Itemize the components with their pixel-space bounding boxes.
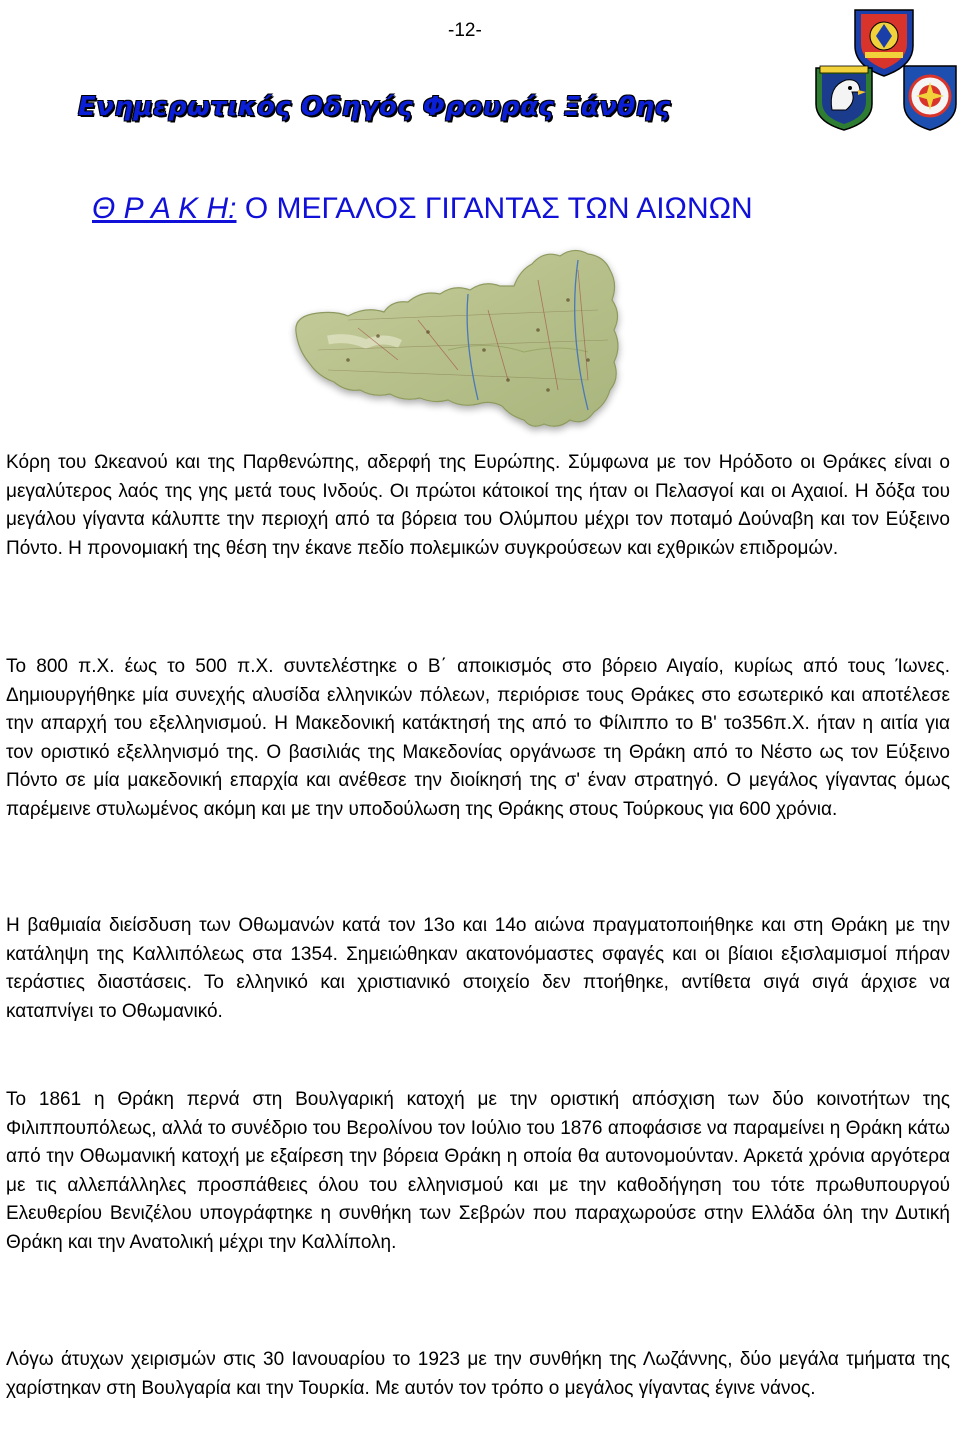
paragraph-1: Κόρη του Ωκεανού και της Παρθενώπης, αδερφή της Ευρώπης. Σύμφωνα με τον Ηρόδοτο οι Θράκες είναι ο μεγαλύτερος λαός της γης μετά τους Ινδούς. Οι πρώτοι κάτοικοί της ήταν οι Πελασγοί και οι Αχαιοί. Η δόξα του μεγάλου γίγαντα κάλυπτε την περιοχή από τα βόρεια του Ολύμπου μέχρι τον ποταμό Δούναβη και τον Εύξεινο Πόντο. Η προνομιακή της θέση την έκανε πεδίο πολεμικών συγκρούσεων και εχθρικών επιδρομών.	[6, 452, 950, 559]
heading-rest: Ο ΜΕΓΑΛΟΣ ΓΙΓΑΝΤΑΣ ΤΩΝ ΑΙΩΝΩΝ	[236, 192, 753, 225]
main-heading	[92, 192, 753, 226]
round-unit-emblem	[900, 62, 960, 132]
paragraph-3: Η βαθμιαία διείσδυση των Οθωμανών κατά τον 13ο και 14ο αιώνα πραγματοποιήθηκε και στη Θράκη με την κατάληψη της Καλλιπόλεως στα 1354. Σημειώθηκαν ακατονόμαστες σφαγές και οι βίαιοι εξισλαμισμοί πήραν τεράστιες διαστάσεις. Το ελληνικό και χριστιανικό στοιχείο δεν πτοήθηκε, αντίθετα σιγά σιγά άρχισε να καταπνίγει το Οθωμανικό.	[6, 915, 950, 1022]
eagle-unit-emblem	[812, 62, 876, 132]
paragraph-2: Το 800 π.Χ. έως το 500 π.Χ. συντελέστηκε ο Β΄ αποικισμός στο βόρειο Αιγαίο, κυρίως από τους Ίωνες. Δημιουργήθηκε μία συνεχής αλυσίδα ελληνικών πόλεων, περιόρισε τους Θράκες στο εσωτερικό και αποτέλεσε την απαρχή του εξελληνισμού. Η Μακεδονική κατάκτησή της από το Φίλιππο το Β' το356π.Χ. ήταν η αιτία για τον οριστικό εξελληνισμό της. Ο βασιλιάς της Μακεδονίας οργάνωσε τη Θράκη από το Νέστο ως τον Εύξεινο Πόντο σε μία μακεδονική επαρχία και ανέθεσε την διοίκησή της σ' έναν στρατηγό. Ο μεγάλος γίγαντας όμως παρέμεινε στυλωμένος ακόμη και με την υποδούλωση της Θράκης στους Τούρκους για 600 χρόνια.	[6, 656, 950, 820]
paragraph-4: Το 1861 η Θράκη περνά στη Βουλγαρική κατοχή με την οριστική απόσχιση των δύο κοινοτήτων της Φιλιππουπόλεως, αλλά το συνέδριο του Βερολίνου τον Ιούλιο του 1876 αποφάσισε να παραμείνει η Θράκη κάτω από την Οθωμανική κατοχή με εξαίρεση την βόρεια Θράκη η οποία θα αυτονομούνταν. Αρκετά χρόνια αργότερα με τις αλλεπάλληλες προσπάθειες όλου του ελληνισμού και με την καθοδήγηση του τότε πρωθυπουργού Ελευθερίου Βενιζέλου υπογράφτηκε η συνθήκη των Σεβρών που παραχωρούσε στην Ελλάδα όλη την Δυτική Θράκη και την Ανατολική μέχρι την Καλλίπολη.	[6, 1089, 950, 1253]
heading-lead: Θ Ρ Α Κ Η:	[92, 192, 237, 225]
thrace-map-image	[288, 240, 668, 450]
guide-title: Ενημερωτικός Οδηγός Φρουράς Ξάνθης	[78, 92, 671, 122]
paragraph-5: Λόγω άτυχων χειρισμών στις 30 Ιανουαρίου το 1923 με την συνθήκη της Λωζάννης, δύο μεγάλα τμήματα της χαρίστηκαν στη Βουλγαρία και την Τουρκία. Με αυτόν τον τρόπο ο μεγάλος γίγαντας έγινε νάνος.	[6, 1349, 950, 1399]
page-number: -12-	[448, 20, 482, 41]
